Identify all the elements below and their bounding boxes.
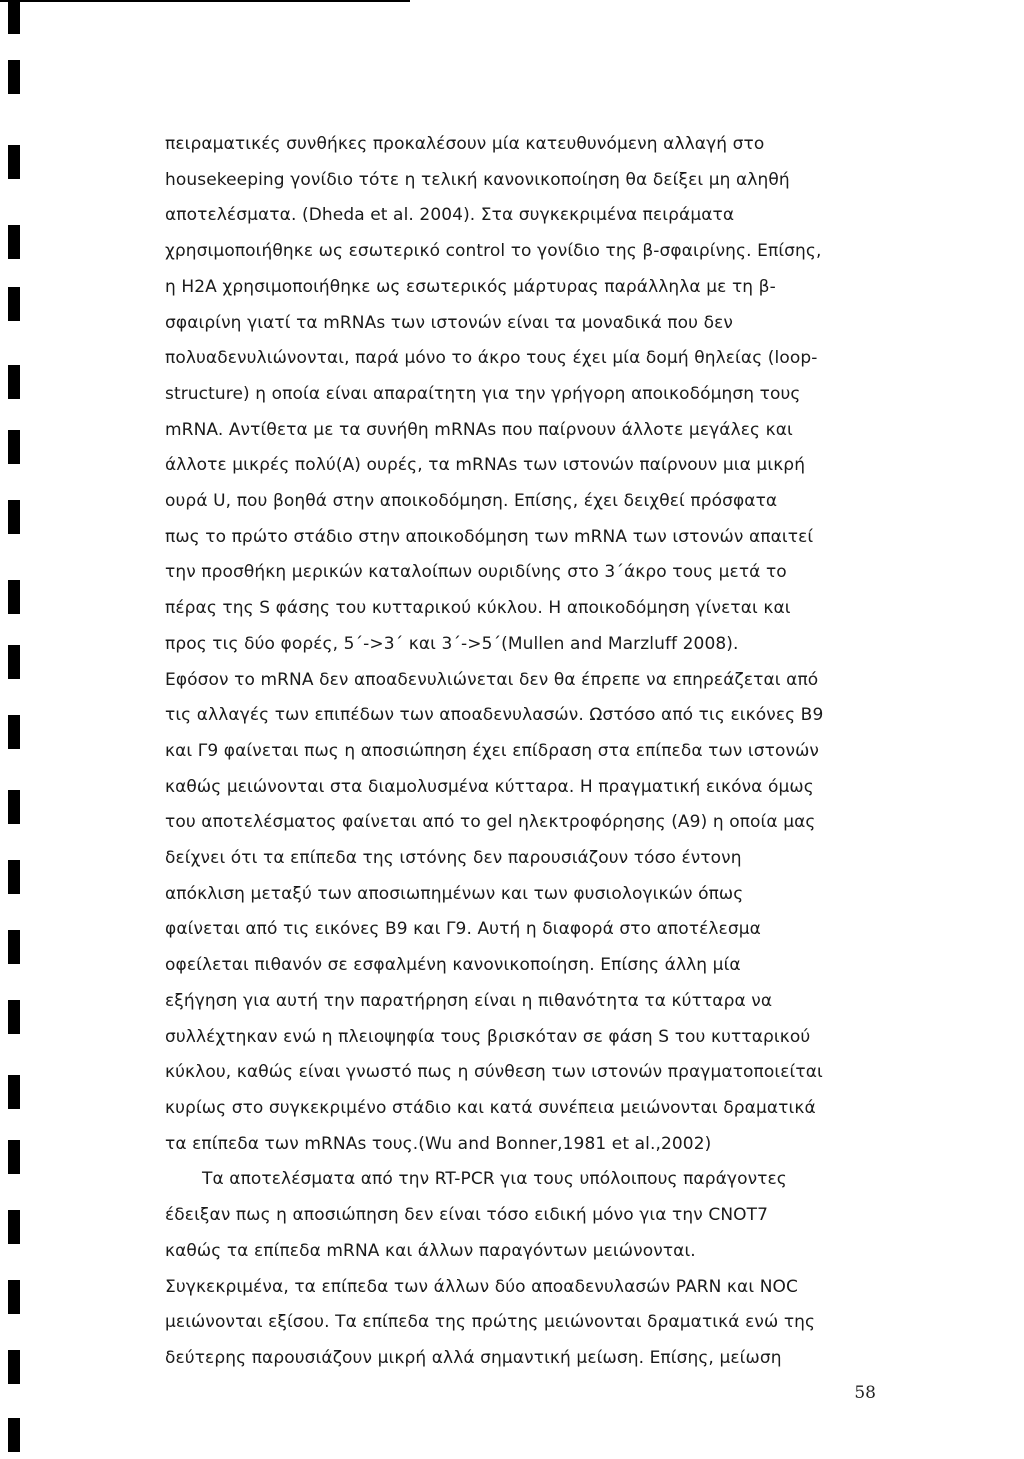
text-line: μειώνονται εξίσου. Τα επίπεδα της πρώτης μειώνονται δραματικά ενώ της (165, 1312, 816, 1333)
text-line: προς τις δύο φορές, 5΄->3΄ και 3΄->5΄(Mullen and Marzluff 2008). (165, 633, 739, 654)
text-line: τις αλλαγές των επιπέδων των αποαδενυλασών. Ωστόσο από τις εικόνες B9 (165, 705, 824, 726)
text-line: structure) η οποία είναι απαραίτητη για την γρήγορη αποικοδόμηση τους (165, 383, 801, 404)
binding-mark (8, 790, 20, 824)
page-number: 58 (854, 1383, 876, 1403)
top-rule (0, 0, 410, 2)
text-line: την προσθήκη μερικών καταλοίπων ουριδίνης στο 3΄άκρο τους μετά το (165, 562, 787, 583)
text-line: έδειξαν πως η αποσιώπηση δεν είναι τόσο ειδική μόνο για την CNOT7 (165, 1205, 769, 1226)
text-line: εξήγηση για αυτή την παρατήρηση είναι η πιθανότητα τα κύτταρα να (165, 990, 773, 1011)
text-line: συλλέχτηκαν ενώ η πλειοψηφία τους βρισκόταν σε φάση S του κυτταρικού (165, 1026, 811, 1047)
text-line: housekeeping γονίδιο τότε η τελική κανονικοποίηση θα δείξει μη αληθή (165, 169, 790, 190)
binding-mark (8, 860, 20, 894)
text-line: πως το πρώτο στάδιο στην αποικοδόμηση των mRNA των ιστονών απαιτεί (165, 526, 814, 547)
binding-mark (8, 1075, 20, 1109)
binding-mark (8, 0, 20, 34)
text-line: σφαιρίνη γιατί τα mRNAs των ιστονών είναι τα μοναδικά που δεν (165, 312, 733, 333)
text-line: Συγκεκριμένα, τα επίπεδα των άλλων δύο αποαδενυλασών PARN και NOC (165, 1276, 798, 1297)
text-line: mRNA. Αντίθετα με τα συνήθη mRNAs που παίρνουν άλλοτε μεγάλες και (165, 419, 793, 440)
text-line: πειραματικές συνθήκες προκαλέσουν μία κατευθυνόμενη αλλαγή στο (165, 134, 765, 154)
binding-mark (8, 60, 20, 94)
binding-mark (8, 365, 20, 399)
text-line: απόκλιση μεταξύ των αποσιωπημένων και των φυσιολογικών όπως (165, 883, 744, 904)
text-line: κύκλου, καθώς είναι γνωστό πως η σύνθεση των ιστονών πραγματοποιείται (165, 1062, 823, 1083)
binding-mark (8, 145, 20, 179)
binding-mark (8, 287, 20, 321)
text-line: δεύτερης παρουσιάζουν μικρή αλλά σημαντική μείωση. Επίσης, μείωση (165, 1347, 782, 1368)
binding-mark (8, 1000, 20, 1034)
binding-mark (8, 580, 20, 614)
binding-mark (8, 645, 20, 679)
binding-mark (8, 1280, 20, 1314)
binding-strip (0, 0, 30, 1459)
binding-mark (8, 500, 20, 534)
binding-mark (8, 1418, 20, 1452)
text-line: καθώς μειώνονται στα διαμολυσμένα κύτταρα. Η πραγματική εικόνα όμως (165, 776, 814, 797)
text-line: τα επίπεδα των mRNAs τους.(Wu and Bonner,1981 et al.,2002) (165, 1133, 712, 1154)
binding-mark (8, 430, 20, 464)
binding-mark (8, 715, 20, 749)
text-line: πέρας της S φάσης του κυτταρικού κύκλου. Η αποικοδόμηση γίνεται και (165, 598, 791, 619)
text-line: άλλοτε μικρές πολύ(A) ουρές, τα mRNAs των ιστονών παίρνουν μια μικρή (165, 455, 806, 476)
text-line: ουρά U, που βοηθά στην αποικοδόμηση. Επίσης, έχει δειχθεί πρόσφατα (165, 491, 778, 512)
text-line: και Γ9 φαίνεται πως η αποσιώπηση έχει επίδραση στα επίπεδα των ιστονών (165, 740, 819, 761)
binding-mark (8, 1210, 20, 1244)
text-line: κυρίως στο συγκεκριμένο στάδιο και κατά συνέπεια μειώνονται δραματικά (165, 1097, 816, 1118)
page-body (165, 127, 870, 1377)
paragraph-first-line: Τα αποτελέσματα από την RT-PCR για τους υπόλοιπους παράγοντες (202, 1169, 787, 1190)
binding-mark (8, 930, 20, 964)
binding-mark (8, 225, 20, 259)
text-line: του αποτελέσματος φαίνεται από το gel ηλεκτροφόρησης (A9) η οποία μας (165, 812, 816, 833)
binding-mark (8, 1350, 20, 1384)
text-line: χρησιμοποιήθηκε ως εσωτερικό control το γονίδιο της β-σφαιρίνης. Επίσης, (165, 241, 822, 262)
text-line: δείχνει ότι τα επίπεδα της ιστόνης δεν παρουσιάζουν τόσο έντονη (165, 848, 742, 869)
text-line: οφείλεται πιθανόν σε εσφαλμένη κανονικοποίηση. Επίσης άλλη μία (165, 955, 741, 976)
text-line: η H2A χρησιμοποιήθηκε ως εσωτερικός μάρτυρας παράλληλα με τη β- (165, 276, 776, 297)
text-line: φαίνεται από τις εικόνες B9 και Γ9. Αυτή η διαφορά στο αποτέλεσμα (165, 919, 761, 940)
text-line: Εφόσον το mRNA δεν αποαδενυλιώνεται δεν θα έπρεπε να επηρεάζεται από (165, 669, 819, 690)
binding-mark (8, 1140, 20, 1174)
text-line: πολυαδενυλιώνονται, παρά μόνο το άκρο τους έχει μία δομή θηλείας (loop- (165, 348, 818, 369)
text-line: αποτελέσματα. (Dheda et al. 2004). Στα συγκεκριμένα πειράματα (165, 205, 735, 226)
text-line: καθώς τα επίπεδα mRNA και άλλων παραγόντων μειώνονται. (165, 1240, 696, 1261)
